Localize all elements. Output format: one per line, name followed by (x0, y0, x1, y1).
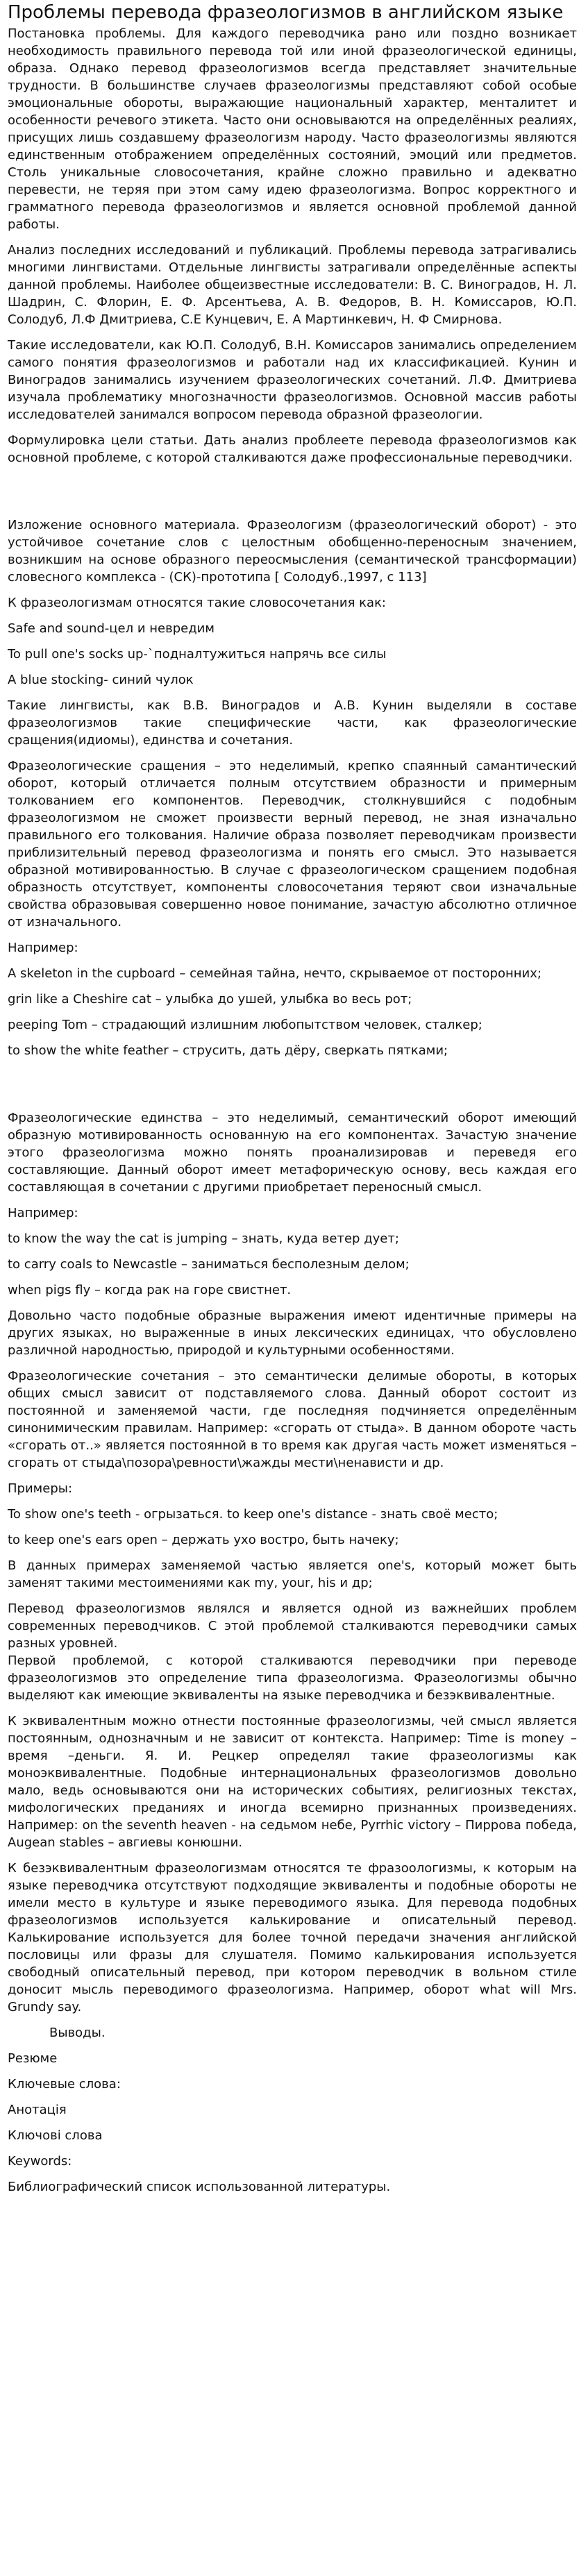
example-line: grin like a Cheshire cat – улыбка до ушей, улыбка во весь рот; (8, 992, 412, 1007)
paragraph-goal: Формулировка цели статьи. Дать анализ проблеете перевода фразеологизмов как основной проблеме, с которой сталкиваются даже профессиональные переводчики. (8, 433, 577, 465)
paragraph-analysis: Анализ последних исследований и публикаций. Проблемы перевода затрагивались многими лингвистами. Отдельные лингвисты затрагивали определённые аспекты данной проблемы. Наиболее общеизвестные исследователи: В. С. Виноградов, Н. Л. Шадрин, С. Флорин, Е. Ф. Арсентьева, А. В. Федоров, В. Н. Комиссаров, Ю.П. Солодуб, Л.Ф Дмитриева, С.Е Кунцевич, Е. А Мартинкевич, Н. Ф Смирнова. (8, 243, 577, 327)
heading-resume: Резюме (8, 2051, 58, 2066)
example-label: Например: (8, 1206, 78, 1220)
paragraph-equivalents-note: Довольно часто подобные образные выражения имеют идентичные примеры на других языках, но выраженные в иных лексических единицах, что обусловлено различной народностью, природой и культурными особенностями. (8, 1308, 577, 1358)
example-label: Примеры: (8, 1481, 73, 1496)
example-line: to show the white feather – струсить, дать дёру, сверкать пятками; (8, 1043, 448, 1058)
example-line: peeping Tom – страдающий излишним любопытством человек, сталкер; (8, 1018, 482, 1032)
example-label: Например: (8, 941, 78, 955)
heading-annotation-uk: Анотація (8, 2103, 67, 2117)
paragraph-combinations: Фразеологические сочетания – это семантически делимые обороты, в которых общих смысл зависит от подставляемого слова. Данный оборот состоит из постоянной и заменяемой части, где последняя подчиняется определённым синонимическим правилам. Например: «сгорать от стыда». В данном обороте часть «сгорать от..» является постоянной в то время как другая часть может изменяться – сгорать от стыда\позора\ревности\жажды мести\ненависти и др. (8, 1369, 577, 1470)
paragraph-nonequivalent-idioms: К безэквивалентным фразеологизмам относятся те фразоологизмы, к которым на языке переводчика отсутствуют подходящие эквиваленты и подобные обороты не имели место в культуре и языке переводимого языка. Для перевода подобных фразеологизмов используется калькирование и описательный перевод. Калькирование используется для более точной передачи значения английской пословицы или фразы для слушателя. Помимо калькирования используется свободный описательный перевод, при котором переводчик в вольном стиле доносит мысль переводимого фразеологизма. Например, оборот what will Mrs. Grundy say. (8, 1861, 577, 2014)
paragraph-unities: Фразеологические единства – это неделимый, семантический оборот имеющий образную мотивированность основанную на его компонентах. Зачастую значение этого фразеологизма можно понять проанализировав и переведя его составляющие. Данный оборот имеет метафорическую основу, весь каждая его составляющая в сочетании с другими приобретает переносный смысл. (8, 1111, 577, 1195)
page-title: Проблемы перевода фразеологизмов в английском языке (8, 2, 564, 23)
paragraph-replaceable-part: В данных примерах заменяемой частью является one's, который может быть заменят такими местоимениями как my, your, his и др; (8, 1558, 577, 1590)
heading-conclusions: Выводы. (49, 2026, 106, 2040)
example-line: to keep one's ears open – держать ухо востро, быть начеку; (8, 1533, 399, 1547)
heading-keywords-uk: Ключові слова (8, 2128, 103, 2143)
paragraph-problem-statement: Постановка проблемы. Для каждого переводчика рано или поздно возникает необходимость правильного перевода той или иной фразеологической единицы, образа. Однако перевод фразеологизмов всегда представляет значительные трудности. В большинстве случаев фразеологизмы представляют собой особые эмоциональные обороты, выражающие национальный характер, менталитет и особенности речевого этикета. Часто они основываются на определённых реалиях, присущих лишь создавшему фразеологизм народу. Часто фразеологизмы являются единственным отображением определённых состояний, эмоций или предметов. Столь уникальные словосочетания, крайне сложно правильно и адекватно перевести, не теряя при этом саму идею фразеологизма. Вопрос корректного и грамматного перевода фразеологизмов и является основной проблемой данной работы. (8, 26, 577, 232)
heading-keywords-ru: Ключевые слова: (8, 2077, 121, 2091)
spacer (8, 475, 577, 516)
example-line: To pull one's socks up-`подналтужиться напрячь все силы (8, 647, 387, 662)
paragraph-researchers: Такие исследователи, как Ю.П. Солодуб, В.Н. Комиссаров занимались определением самого понятия фразеологизмов и работали над их классификацией. Кунин и Виноградов занимались изучением фразеологических сочетаний. Л.Ф. Дмитриева изучала проблематику многозначности фразеологизмов. Основной массив работы исследователей занимался вопросом перевода образной фразеологии. (8, 338, 577, 422)
paragraph-linguists: Такие лингвисты, как В.В. Виноградов и А.В. Кунин выделяли в составе фразеологизмов такие специфические части, как фразеологические сращения(идиомы), единства и сочетания. (8, 698, 577, 748)
example-line: A blue stocking- синий чулок (8, 673, 194, 687)
paragraph-fusions: Фразеологические сращения – это неделимый, крепко спаянный самантический оборот, который отличается полным отсутствием образности и примерным толкованием его компонентов. Переводчик, столкнувшийся с подобным фразеологизмом не сможет произвести верный перевод, не зная изначально правильного его толкования. Наличие образа позволяет переводчикам произвести приблизительный перевод фразеологизма и понять его смысл. Это называется образной мотивированностью. В случае с фразеологическом сращением подобная образность отсутствует, компоненты словосочетания теряют свои изначальные свойства образовывая совершенно новое понимание, зачастую абсолютно отличное от изначального. (8, 759, 577, 929)
example-line: To show one's teeth - огрызаться. to keep one's distance - знать своё место; (8, 1507, 498, 1522)
paragraph-main-material: Изложение основного материала. Фразеологизм (фразеологический оборот) - это устойчивое сочетание слов с целостным обобщенно-переносным значением, возникшим на основе образного переосмысления (семантической трансформации) словесного комплекса - (СК)-прототипа [ Солодуб.,1997, с 113] (8, 518, 577, 584)
paragraph-translation-problem: Перевод фразеологизмов являлся и является одной из важнейших проблем современных переводчиков. С этой проблемой сталкиваются переводчики самых разных уровней. (8, 1601, 577, 1651)
paragraph-first-problem: Первой проблемой, с которой сталкиваются переводчики при переводе фразеологизмов это определение типа фразеологизма. Фразеологизмы обычно выделяют как имеющие эквиваленты на языке переводчика и безэквивалентные. (8, 1653, 577, 1703)
example-line: A skeleton in the cupboard – семейная тайна, нечто, скрываемое от посторонних; (8, 966, 541, 981)
heading-keywords-en: Keywords: (8, 2154, 72, 2169)
paragraph-examples-intro: К фразеологизмам относятся такие словосочетания как: (8, 596, 387, 610)
example-line: when pigs fly – когда рак на горе свистнет. (8, 1283, 292, 1297)
paragraph-equivalent-idioms: К эквивалентным можно отнести постоянные фразеологизмы, чей смысл является постоянным, однозначным и не зависит от контекста. Например: Time is money – время –деньги. Я. И. Рецкер определял такие фразеологизмы как моноэквивалентные. Подобные интернациональных фразеологизмов довольно мало, ведь основываются они на исторических событиях, религиозных текстах, мифологических преданиях и иногда всемирно признанных произведениях. Например: on the seventh heaven - на седьмом небе, Pyrrhic victory – Пиррова победа, Augean stables – авгиевы конюшни. (8, 1714, 577, 1850)
example-line: Safe and sound-цел и невредим (8, 621, 215, 636)
heading-references: Библиографический список использованной литературы. (8, 2180, 391, 2194)
spacer (8, 1068, 577, 1109)
example-line: to carry coals to Newcastle – заниматься бесполезным делом; (8, 1257, 410, 1272)
example-line: to know the way the cat is jumping – знать, куда ветер дует; (8, 1231, 399, 1246)
